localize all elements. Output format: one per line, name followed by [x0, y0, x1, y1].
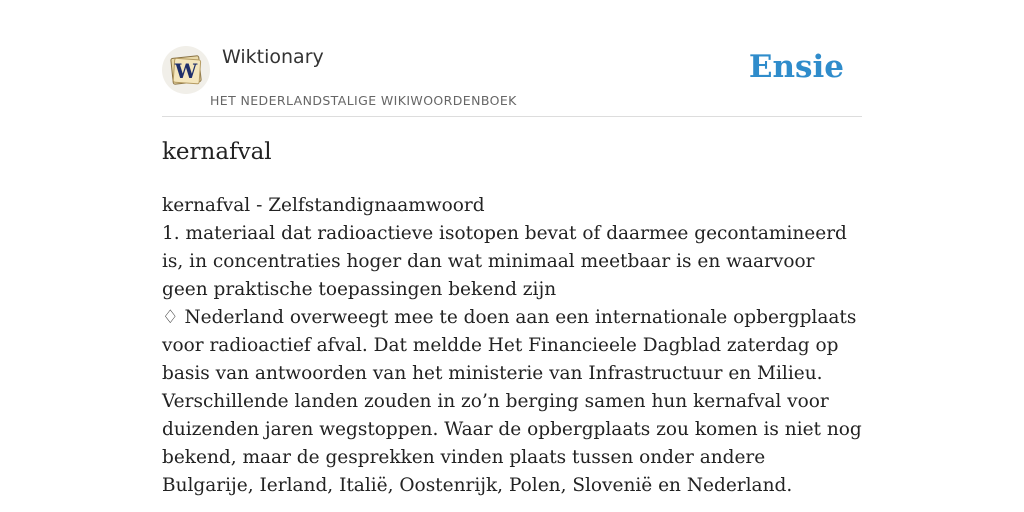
- ensie-brand-link[interactable]: Ensie: [748, 49, 844, 85]
- wiktionary-logo-icon[interactable]: [162, 46, 210, 94]
- definition-sense: 1. materiaal dat radioactieve isotopen bevat of daarmee gecontamineerd is, in concentraties hoger dan wat minimaal meetbaar is en waarvoor geen praktische toepassingen bekend zijn: [162, 223, 847, 300]
- site-header: [162, 40, 862, 117]
- definition-block: [162, 192, 862, 500]
- logo-letter: W: [174, 59, 198, 83]
- site-tagline: HET NEDERLANDSTALIGE WIKIWOORDENBOEK: [210, 93, 517, 108]
- usage-example: ♢ Nederland overweegt mee te doen aan een internationale opbergplaats voor radioactief afval. Dat meldde Het Financieele Dagblad zaterdag op basis van antwoorden van het ministerie van Infrastructuur en Milieu. Verschillende landen zouden in zo’n berging samen hun kernafval voor duizenden jaren wegstoppen. Waar de opbergplaats zou komen is niet nog bekend, maar de gesprekken vinden plaats tussen onder andere Bulgarije, Ierland, Italië, Oostenrijk, Polen, Slovenië en Nederland.: [162, 307, 862, 496]
- logo-tile: [169, 53, 203, 87]
- page-title: kernafval: [162, 139, 272, 165]
- word-heading-line: kernafval - Zelfstandignaamwoord: [162, 195, 485, 216]
- site-name[interactable]: Wiktionary: [222, 46, 324, 68]
